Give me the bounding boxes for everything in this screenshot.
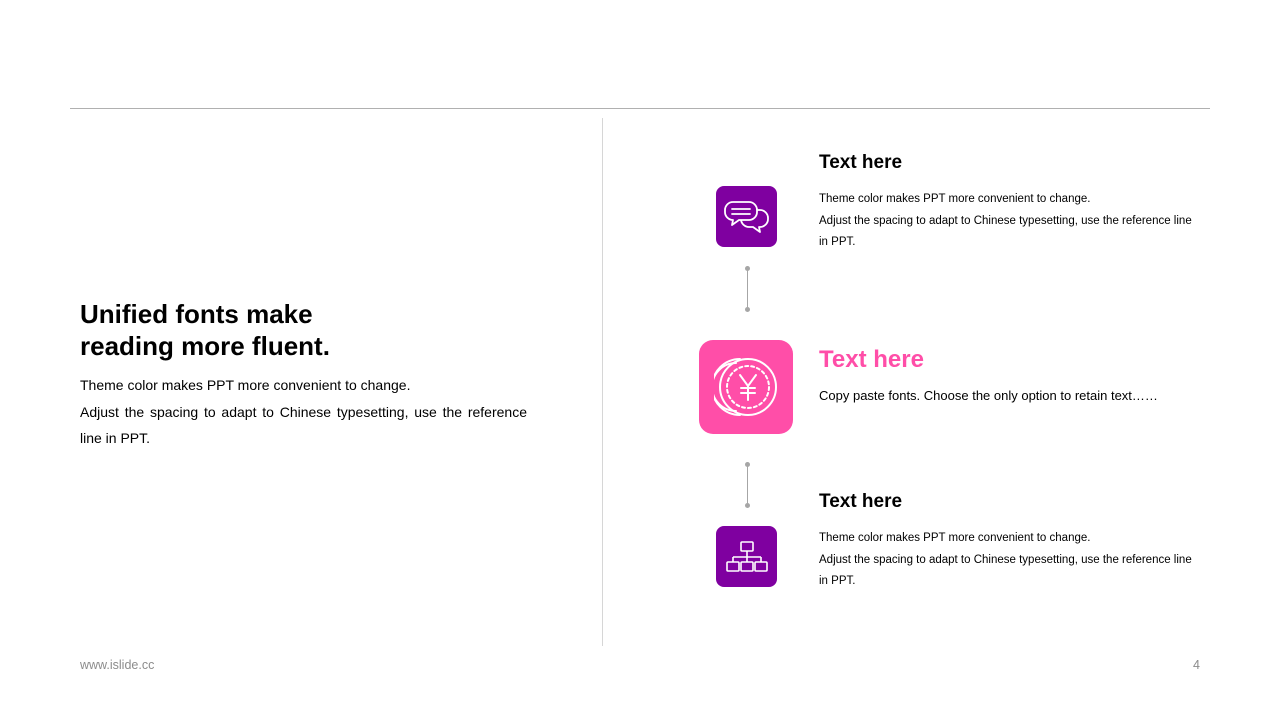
left-body-line2: Adjust the spacing to adapt to Chinese typesetting, use the reference line in PPT. [80,403,527,446]
connector-2 [746,462,749,508]
connector-line [747,269,748,309]
page-number: 4 [1193,658,1200,672]
item-1 [819,151,1199,254]
connector-1 [746,266,749,312]
item-1-body-line1: Theme color makes PPT more convenient to change. [819,193,1091,205]
item-3 [819,490,1199,593]
left-title-line1: Unified fonts make [80,299,313,329]
item-3-title: Text here [819,491,903,512]
header-divider [70,108,1210,109]
item-3-body-line2: Adjust the spacing to adapt to Chinese typesetting, use the reference line in PPT. [819,553,1192,587]
yen-coin-icon [714,355,778,419]
connector-dot [745,307,750,312]
item-1-body-line2: Adjust the spacing to adapt to Chinese typesetting, use the reference line in PPT. [819,214,1192,248]
item-3-icon-tile [716,526,777,587]
left-content [80,298,527,452]
left-body-line1: Theme color makes PPT more convenient to change. [80,377,411,393]
item-2-icon-tile [699,340,793,434]
item-2-title: Text here [819,346,924,373]
left-title [80,298,527,362]
item-1-title: Text here [819,152,903,173]
left-title-line2: reading more fluent. [80,331,330,361]
item-2-body [819,385,1199,407]
left-body [80,372,527,452]
vertical-divider [602,118,603,646]
item-3-body-line1: Theme color makes PPT more convenient to change. [819,532,1091,544]
item-2-body-line1: Copy paste fonts. Choose the only option to retain text…… [819,388,1158,403]
item-2 [819,345,1199,407]
item-3-body [819,528,1199,593]
item-1-body [819,189,1199,254]
footer-url[interactable]: www.islide.cc [80,658,155,672]
chat-bubbles-icon [724,200,770,234]
item-1-icon-tile [716,186,777,247]
connector-line [747,465,748,505]
hierarchy-icon [725,540,769,574]
connector-dot [745,503,750,508]
